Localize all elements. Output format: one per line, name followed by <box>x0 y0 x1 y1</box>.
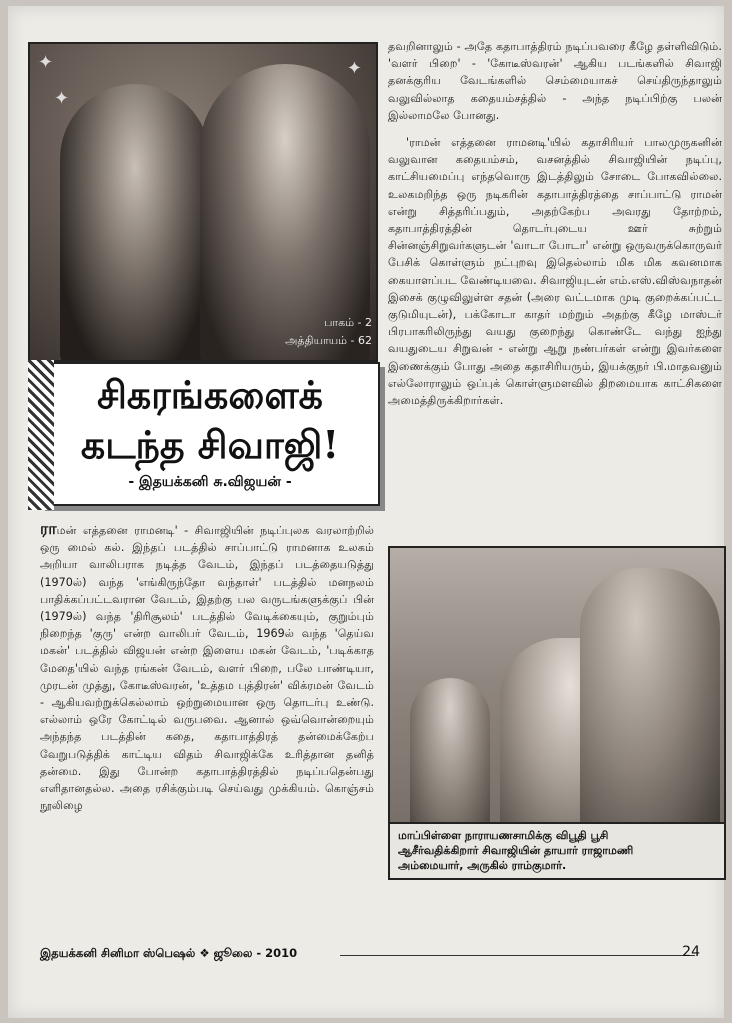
star-decoration-icon: ✦ <box>346 58 362 79</box>
caption-line-2: ஆசீர்வதிக்கிறார் சிவாஜியின் தாயார் ராஜாமணி <box>398 844 634 857</box>
article-title-box <box>40 362 380 506</box>
mother-figure <box>580 568 720 828</box>
boy-figure <box>410 678 490 828</box>
star-decoration-icon: ✦ <box>54 88 70 109</box>
left-paragraph <box>40 520 374 814</box>
footer-rule <box>340 955 695 956</box>
publication-line: இதயக்கனி சினிமா ஸ்பெஷல் ❖ ஜூலை - 2010 <box>40 946 298 960</box>
chapter-label: அத்தியாயம் - 62 <box>285 334 372 347</box>
caption-line-3: அம்மையார், அருகில் ராம்குமார். <box>398 859 567 872</box>
caption-line-1: மாப்பிள்ளை நாராயணசாமிக்கு விபூதி பூசி <box>398 829 609 842</box>
right-paragraph-1: தவறினாலும் - அதே கதாபாத்திரம் நடிப்பவரை கீழே தள்ளிவிடும். 'வளர் பிறை' - 'கோடீஸ்வரன்' ஆகிய படங்களில் சிவாஜி தனக்குரிய வேடங்களில் செம்மையாகச் செய்திருந்தாலும் வலுவில்லாத கதையம்சத்தில் - அந்த நடிப்பிற்கு பலன் இல்லாமலே போனது. <box>388 40 722 122</box>
right-paragraph-2: 'ராமன் எத்தனை ராமனடி'யில் கதாசிரியர் பாலமுருகனின் வலுவான கதையம்சம், வசனத்தில் சிவாஜியின் நடிப்பு, காட்சியமைப்பு எந்தவொரு இடத்திலும் சோடை போகவில்லை. உலகமறிந்த ஒரு நடிகரின் கதாபாத்திரத்தை சாப்பாட்டு ராமன் என்று சித்தரிப்பதும், அதற்கேற்ப அவரது தோற்றம், கதாபாத்திரத்தின் தொடர்புடைய ஊர் சுற்றும் சின்னஞ்சிறுவர்களுடன் 'வாடா போடா' என்று ஒருவருக்கொருவர் பேசிக் கொள்ளும் நட்புறவு இதெல்லாம் மிக மிக கவனமாக கையாளப்பட வேண்டியவை. சிவாஜியுடன் எம்.எஸ்.விஸ்வநாதன் இசைக் குழுவிலுள்ள சதன் (அரை வட்டமாக முடி குறைக்கப்பட்ட குடுமியுடன்), பக்கோடா காதர் மற்றும் அதற்கு கீழே மாஸ்டர் பிரபாகரிலிருந்து வயது குறைந்து கொண்டே வந்து ஐந்து வயதுடைய சிறுவன் - என்று ஆறு நண்பர்கள் என்று இவர்களை இணைக்கும் போது அதை கதாசிரியரும், இயக்குநர் பி.மாதவனும் எல்லோராலும் ஒப்புக் கொள்ளுமளவில் திறமையாக காட்சிகளை அமைத்திருக்கிறார்கள். <box>388 136 722 408</box>
left-article-column <box>40 520 374 814</box>
title-line-1: சிகரங்களைக் <box>97 372 323 417</box>
drop-cap: ரா <box>40 519 57 538</box>
photo-caption <box>390 822 724 878</box>
page-number: 24 <box>682 944 700 960</box>
author-byline: - இதயக்கனி சு.விஜயன் - <box>128 474 292 490</box>
page-footer <box>40 946 700 966</box>
right-article-column <box>388 38 722 409</box>
ceremony-photo <box>388 546 726 880</box>
part-label: பாகம் - 2 <box>324 316 372 329</box>
left-paragraph-text: மன் எத்தனை ராமனடி' - சிவாஜியின் நடிப்புலக வரலாற்றில் ஒரு மைல் கல். இந்தப் படத்தில் சாப்பாட்டு ராமனாக உலகம் அறியா வாலிபராக நடித்த வேடம், இந்தப் படத்தையடுத்து (1970ல்) வந்த 'எங்கிருந்தோ வந்தாள்' படத்தில் மனநலம் பாதிக்கப்பட்டவரான வேடம், இதற்கு பல வருடங்களுக்குப் பின் (1979ல்) வந்த 'திரிசூலம்' படத்தில் வேடிக்கையும், குறும்பும் நிறைந்த 'குரு' என்ற வாலிபர் வேடம், 1969ல் வந்த 'தெய்வ மகன்' படத்தில் விஜயன் என்ற இளைய மகன் வேடம், 'படிக்காத மேதை'யில் வந்த ரங்கன் வேடம், வளர் பிறை, பலே பாண்டியா, முரடன் முத்து, கோடீஸ்வரன், 'உத்தம புத்திரன்' விக்ரமன் வேடம் - ஆகியவற்றுக்கெல்லாம் ஒற்றுமையான ஒரு தொடர்பு உண்டு. எல்லாம் ஒரே கோட்டில் வருபவை. ஆனால் ஒவ்வொன்றையும் அந்தந்த படத்தின் கதை, கதாபாத்திரத் தன்மைக்கேற்ப வேறுபடுத்திக் காட்டிய விதம் சிவாஜிக்கே உரித்தான தனித் தன்மை. இது போன்ற கதாபாத்திரத்தில் நடிப்பதென்பது எளிதானதல்ல. அதை ரசிக்கும்படி செய்வது முக்கியம். கொஞ்சம் நூலிழை <box>40 524 374 813</box>
actress-figure <box>60 84 210 362</box>
film-still-photo <box>28 42 378 362</box>
star-decoration-icon: ✦ <box>38 52 54 73</box>
title-line-2: கடந்த சிவாஜி! <box>80 422 340 467</box>
